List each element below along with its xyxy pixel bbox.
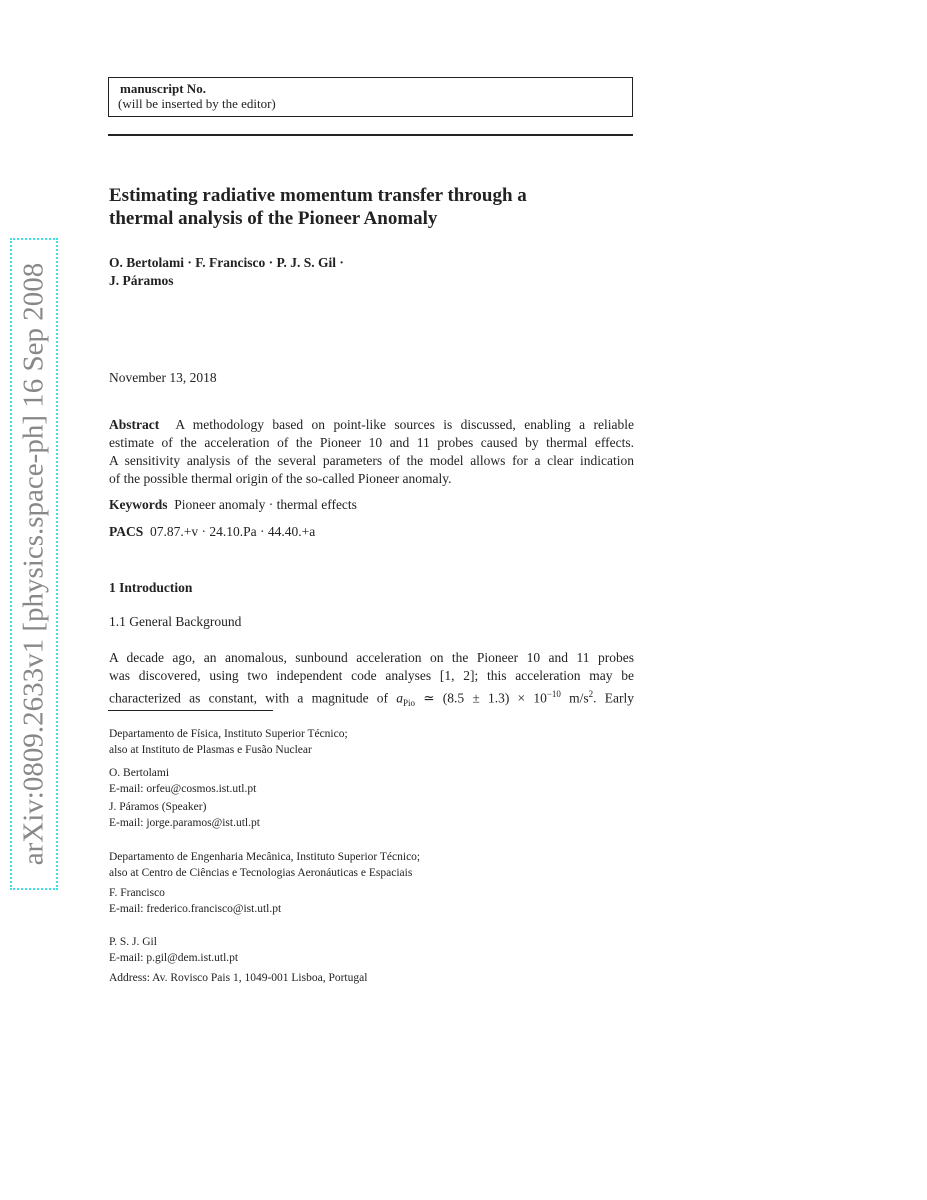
pacs-text: 07.87.+v · 24.10.Pa · 44.40.+a: [150, 524, 316, 539]
paragraph-line: characterized as constant, with a magnitude of $a_{Pio}$ ≃ $(8.5 \pm 1.3) \times 10^{-10}$ $m/s^2$. Early: [109, 689, 634, 709]
paragraph-line: A decade ago, an anomalous, sunbound acceleration on the Pioneer 10 and 11 probes: [109, 650, 634, 665]
abstract-line: A sensitivity analysis of the several parameters of the model allows for a clear indication: [109, 453, 634, 468]
address: Address: Av. Rovisco Pais 1, 1049-001 Lisboa, Portugal: [109, 972, 368, 984]
keywords: [109, 496, 357, 514]
author-line: O. Bertolami · F. Francisco · P. J. S. Gil ·: [109, 255, 344, 270]
abstract: [109, 416, 634, 488]
subsection-heading: 1.1 General Background: [109, 614, 242, 629]
date: November 13, 2018: [109, 370, 217, 385]
pacs-label: PACS: [109, 524, 144, 539]
manuscript-box: [108, 77, 633, 117]
footnote-rule: [108, 710, 273, 711]
email-link[interactable]: E-mail: frederico.francisco@ist.utl.pt: [109, 903, 282, 915]
affiliation-1: Departamento de Física, Instituto Superior Técnico; also at Instituto de Plasmas e Fusão Nuclear: [109, 728, 348, 756]
arxiv-id[interactable]: arXiv:0809.2633v1 [physics.space-ph] 16 Sep 2008: [17, 262, 50, 866]
pacs: [109, 523, 315, 541]
author-line: J. Páramos: [109, 273, 174, 288]
abstract-line: of the possible thermal origin of the so-called Pioneer anomaly.: [109, 471, 452, 486]
email-link[interactable]: E-mail: p.gil@dem.ist.utl.pt: [109, 952, 239, 964]
editor-note: (will be inserted by the editor): [118, 96, 276, 111]
intro-paragraph: [109, 649, 634, 712]
abstract-label: Abstract: [109, 417, 160, 432]
affiliation-2: Departamento de Engenharia Mecânica, Instituto Superior Técnico; also at Centro de Ciências e Tecnologias Aeronáuticas e Espaciais: [109, 851, 421, 879]
abstract-line: A methodology based on point-like sources is discussed, enabling a reliable: [175, 417, 634, 432]
title-line: thermal analysis of the Pioneer Anomaly: [109, 208, 438, 229]
keywords-label: Keywords: [109, 497, 168, 512]
author-contact: P. S. J. Gil E-mail: p.gil@dem.ist.utl.pt: [109, 936, 239, 964]
paragraph-line: was discovered, using two independent code analyses [1, 2]; this acceleration may be: [109, 668, 634, 683]
arxiv-stamp: [10, 238, 58, 890]
keywords-text: Pioneer anomaly · thermal effects: [174, 497, 357, 512]
author-contact: F. Francisco E-mail: frederico.francisco@ist.utl.pt: [109, 887, 282, 915]
authors: [109, 254, 344, 290]
author-contact: J. Páramos (Speaker) E-mail: jorge.paramos@ist.utl.pt: [109, 801, 260, 829]
email-link[interactable]: E-mail: orfeu@cosmos.ist.utl.pt: [109, 783, 257, 795]
manuscript-label: manuscript No.: [120, 81, 206, 96]
section-heading: 1 Introduction: [109, 580, 193, 595]
header-rule: [108, 134, 633, 136]
abstract-line: estimate of the acceleration of the Pioneer 10 and 11 probes caused by thermal effects.: [109, 435, 634, 450]
paper-title: [109, 184, 634, 230]
author-contact: O. Bertolami E-mail: orfeu@cosmos.ist.utl.pt: [109, 767, 257, 795]
email-link[interactable]: E-mail: jorge.paramos@ist.utl.pt: [109, 817, 260, 829]
title-line: Estimating radiative momentum transfer through a: [109, 185, 527, 206]
